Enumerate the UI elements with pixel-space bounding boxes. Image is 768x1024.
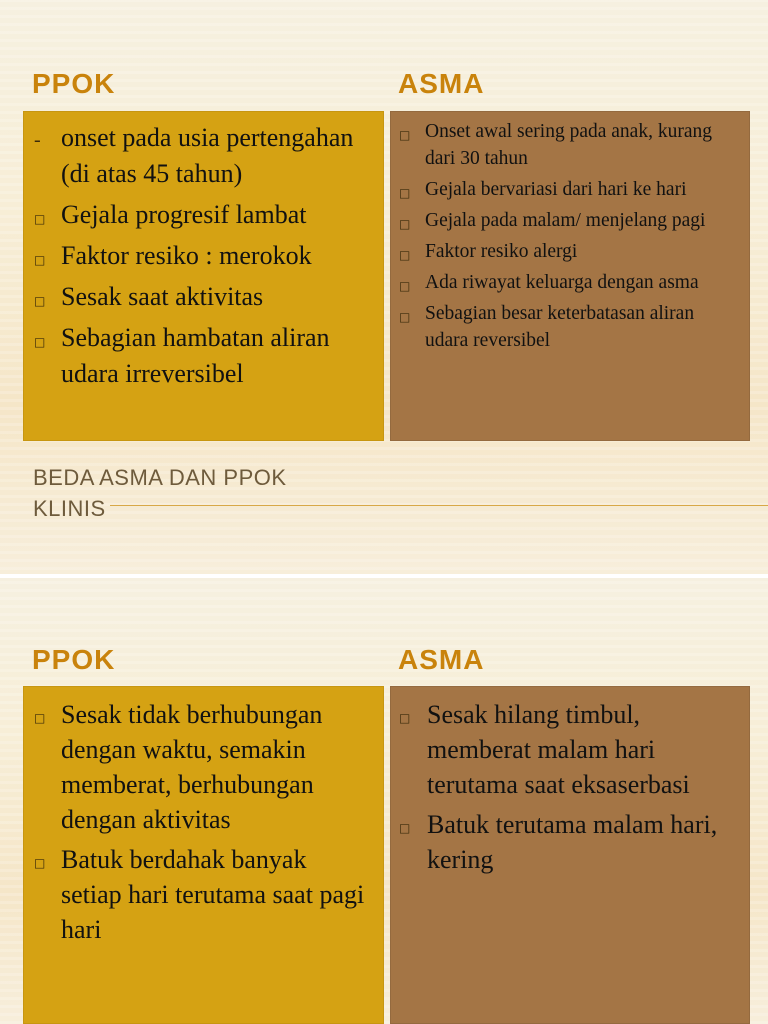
list-item-text: Batuk berdahak banyak setiap hari terutama saat pagi hari [61, 845, 365, 944]
list-item-text: Gejala pada malam/ menjelang pagi [425, 210, 706, 231]
square-bullet-icon: □ [34, 253, 46, 267]
list-item-text: Sesak hilang timbul, memberat malam hari terutama saat eksaserbasi [427, 700, 690, 799]
square-bullet-icon: □ [34, 711, 46, 725]
square-bullet-icon: □ [399, 217, 411, 231]
list-item-text: onset pada usia pertengahan (di atas 45 tahun) [61, 123, 354, 188]
list-item-text: Sebagian hambatan aliran udara irreversibel [61, 323, 330, 388]
ppok-box [23, 686, 384, 1024]
square-bullet-icon: □ [34, 335, 46, 349]
list-item [399, 697, 741, 802]
square-bullet-icon: □ [34, 212, 46, 226]
list-item [399, 118, 741, 172]
list-item-text: Gejala progresif lambat [61, 200, 307, 229]
list-item [399, 269, 741, 296]
list-item [34, 279, 373, 315]
list-item [399, 300, 741, 354]
list-item [34, 320, 373, 392]
list-item-text: Onset awal sering pada anak, kurang dari 30 tahun [425, 121, 712, 169]
square-bullet-icon: □ [399, 128, 411, 142]
list-item-text: Sebagian besar keterbatasan aliran udara reversibel [425, 303, 695, 351]
list-item [399, 176, 741, 203]
slide-2 [0, 578, 768, 1024]
list-item-text: Faktor resiko : merokok [61, 241, 312, 270]
list-item-text: Faktor resiko alergi [425, 241, 578, 262]
square-bullet-icon: □ [34, 856, 46, 870]
list-item [399, 207, 741, 234]
square-bullet-icon: □ [399, 186, 411, 200]
asma-list [399, 118, 741, 354]
ppok-list [34, 120, 373, 392]
square-bullet-icon: □ [399, 279, 411, 293]
list-item [34, 120, 373, 192]
right-heading: ASMA [398, 644, 485, 675]
asma-box [390, 686, 750, 1024]
square-bullet-icon: □ [34, 294, 46, 308]
list-item [399, 807, 741, 877]
list-item-text: Ada riwayat keluarga dengan asma [425, 272, 699, 293]
slide-title-line-2: KLINIS [33, 496, 106, 521]
list-item-text: Sesak saat aktivitas [61, 282, 264, 311]
left-heading: PPOK [32, 644, 116, 675]
left-heading: PPOK [32, 68, 116, 99]
square-bullet-icon: □ [399, 248, 411, 262]
ppok-list [34, 697, 373, 947]
slide-title [33, 462, 287, 524]
square-bullet-icon: □ [399, 711, 411, 725]
list-item-text: Batuk terutama malam hari, kering [427, 810, 718, 874]
asma-list [399, 697, 741, 877]
square-bullet-icon: □ [399, 821, 411, 835]
list-item [34, 238, 373, 274]
title-divider [110, 505, 768, 506]
list-item [34, 197, 373, 233]
asma-box [390, 111, 750, 441]
square-bullet-icon: □ [399, 310, 411, 324]
dash-bullet-icon: - [34, 129, 41, 151]
list-item [34, 697, 373, 837]
right-heading: ASMA [398, 68, 485, 99]
list-item-text: Sesak tidak berhubungan dengan waktu, semakin memberat, berhubungan dengan aktivitas [61, 700, 323, 834]
list-item-text: Gejala bervariasi dari hari ke hari [425, 179, 687, 200]
list-item [34, 842, 373, 947]
ppok-box [23, 111, 384, 441]
slide-title-line-1: BEDA ASMA DAN PPOK [33, 465, 287, 490]
list-item [399, 238, 741, 265]
